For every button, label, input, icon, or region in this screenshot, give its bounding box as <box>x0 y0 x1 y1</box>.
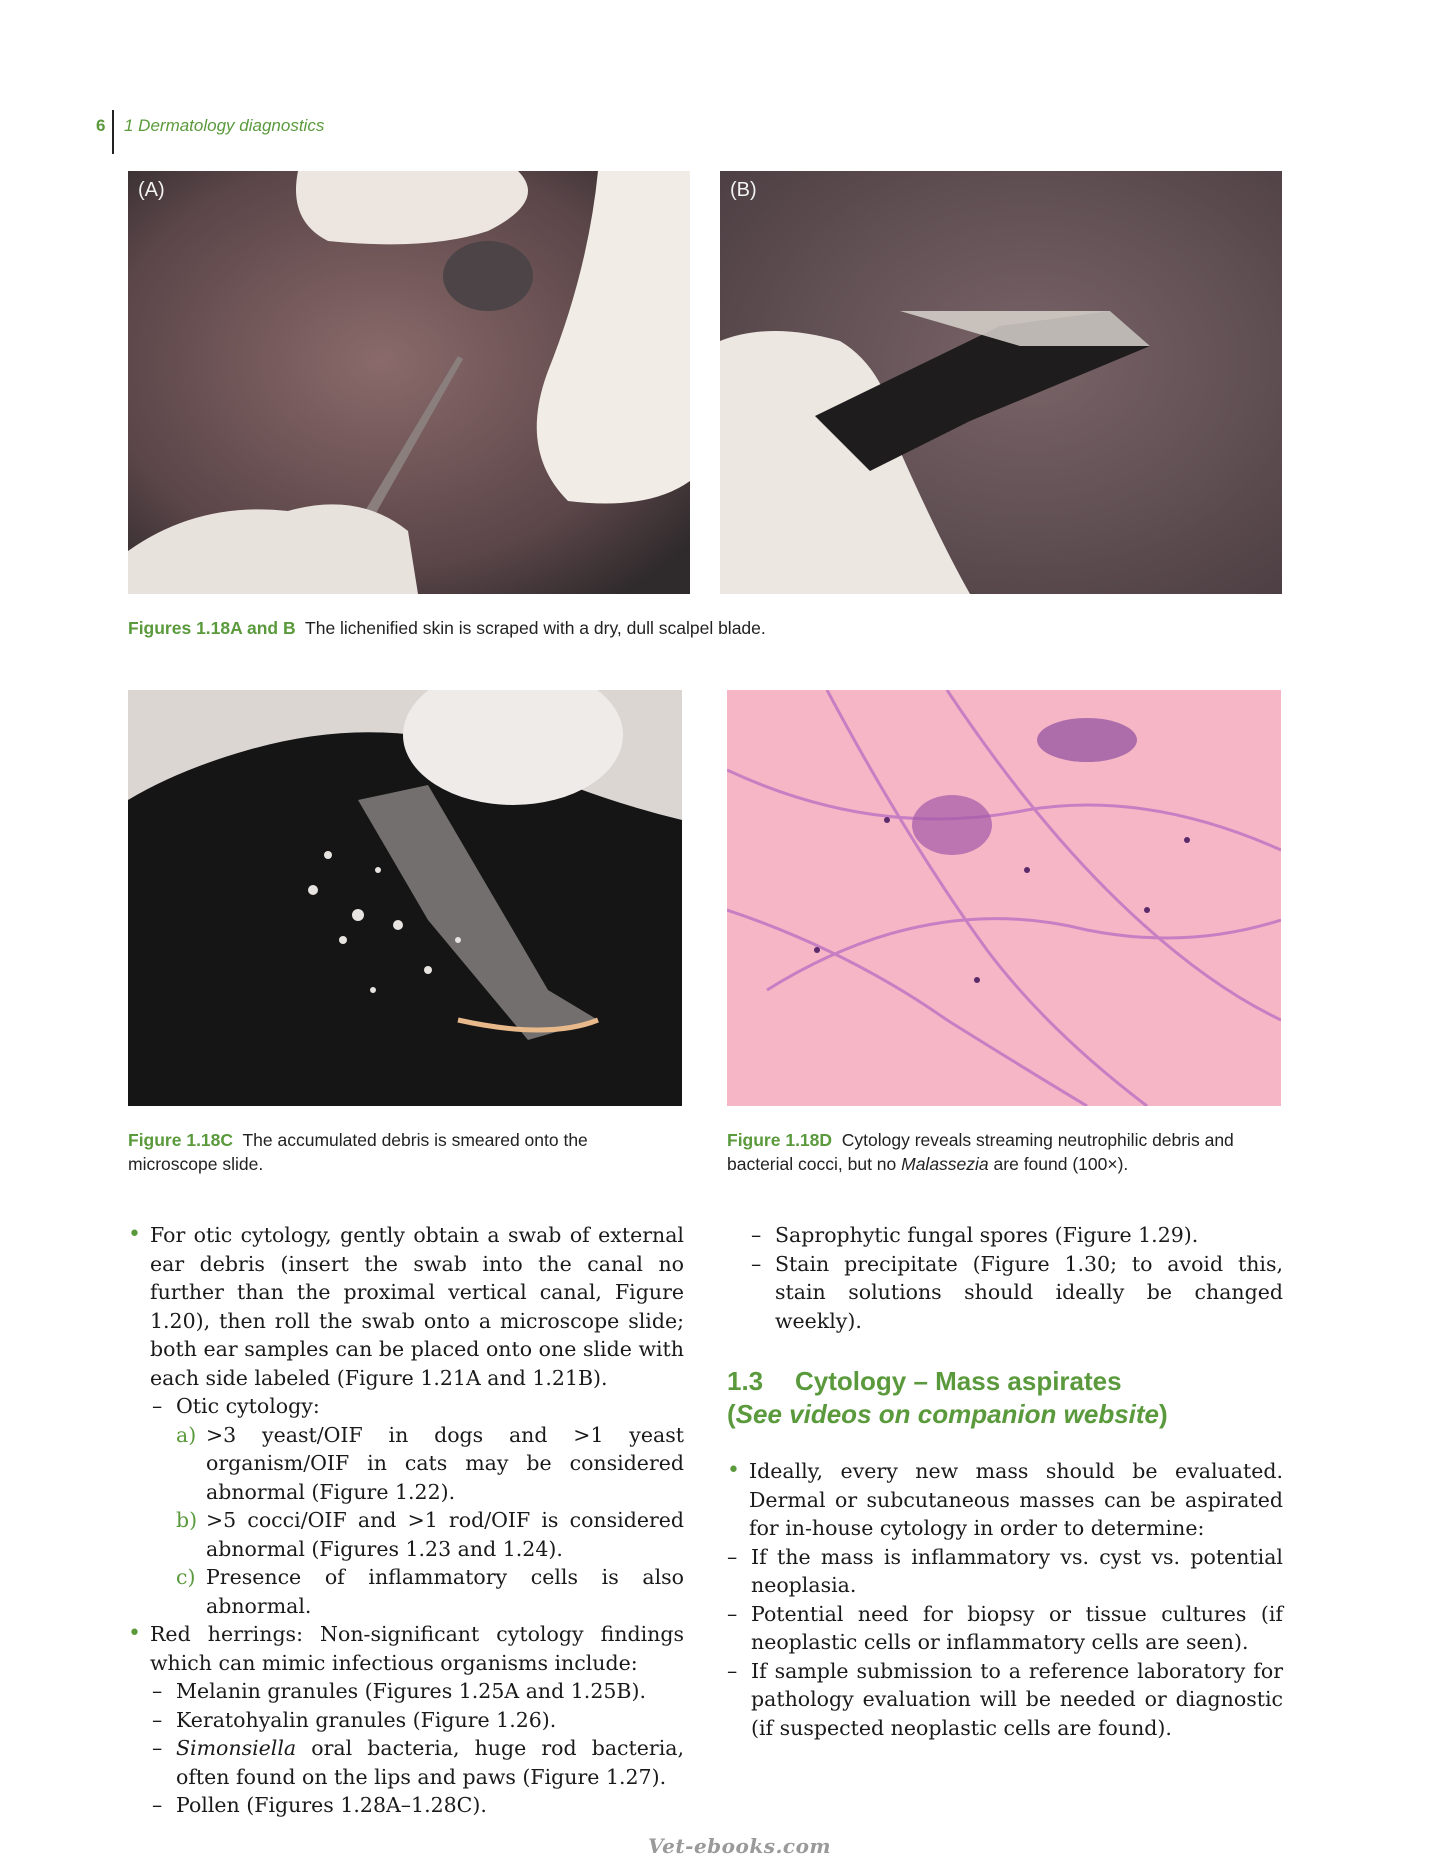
figure-caption-c <box>128 1128 678 1176</box>
dash-icon: – <box>152 1793 163 1817</box>
figure-caption-d <box>727 1128 1287 1176</box>
bullet-icon: • <box>128 1621 141 1646</box>
caption-text: The lichenified skin is scraped with a dry, dull scalpel blade. <box>305 618 766 638</box>
caption-text-end: are found (100×). <box>988 1154 1129 1174</box>
caption-label: Figures 1.18A and B <box>128 618 296 638</box>
list-item: – Simonsiella oral bacteria, huge rod bacteria, often found on the lips and paws (Figure 1.27). <box>152 1736 684 1789</box>
section-number: 1.3 <box>727 1366 764 1396</box>
list-item: – Keratohyalin granules (Figure 1.26). <box>128 1706 684 1735</box>
dash-icon: – <box>152 1707 163 1732</box>
section-subtitle: (See videos on companion website) <box>727 1399 1168 1429</box>
figure-1-18d-photo <box>727 690 1281 1106</box>
list-item: – Pollen (Figures 1.28A–1.28C). <box>128 1791 684 1820</box>
dash-icon: – <box>727 1544 738 1569</box>
list-item: • Red herrings: Non-significant cytology findings which can mimic infectious organisms include: <box>128 1621 684 1675</box>
watermark: Vet-ebooks.com <box>648 1834 832 1858</box>
panel-label-b: (B) <box>730 179 757 201</box>
list-item: – Potential need for biopsy or tissue cultures (if neoplastic cells or inflammatory cells are seen). <box>727 1601 1283 1654</box>
caption-text: The accumulated debris is smeared onto the microscope slide. <box>128 1130 588 1174</box>
caption-label: Figure 1.18D <box>727 1130 833 1150</box>
caption-italic: Malassezia <box>901 1154 989 1174</box>
bullet-icon: • <box>128 1222 141 1247</box>
page-number: 6 <box>96 116 106 135</box>
dash-icon: – <box>152 1736 163 1760</box>
figure-1-18c-photo <box>128 690 682 1106</box>
figure-1-18b-photo <box>720 171 1282 594</box>
caption-text: Cytology reveals streaming neutrophilic debris and bacterial cocci, but no <box>727 1130 1234 1174</box>
dash-icon: – <box>751 1223 762 1247</box>
list-item: – Stain precipitate (Figure 1.30; to avoid this, stain solutions should ideally be changed weekly). <box>751 1251 1283 1333</box>
list-item: a) >3 yeast/OIF in dogs and >1 yeast organism/OIF in cats may be considered abnormal (Figure 1.22). <box>176 1422 684 1504</box>
left-column <box>128 1221 684 1820</box>
list-item: • For otic cytology, gently obtain a swab of external ear debris (insert the swab into the canal no further than the proximal vertical canal, Figure 1.20), then roll the swab onto a microscope slide; both ear samples can be placed onto one slide with each side labeled (Figure 1.21A and 1.21B). <box>128 1222 684 1390</box>
list-item: – Melanin granules (Figures 1.25A and 1.25B). <box>128 1677 684 1706</box>
dash-icon: – <box>727 1601 738 1626</box>
panel-label-a: (A) <box>138 179 165 201</box>
list-item: – Otic cytology: <box>128 1392 684 1421</box>
bullet-icon: • <box>727 1458 740 1483</box>
right-column <box>727 1221 1283 1742</box>
section-heading <box>727 1365 1283 1431</box>
caption-label: Figure 1.18C <box>128 1130 234 1150</box>
list-item: – If sample submission to a reference laboratory for pathology evaluation will be needed or diagnostic (if suspected neoplastic cells are found). <box>727 1658 1283 1740</box>
figure-caption-ab <box>128 616 1278 640</box>
list-item: – If the mass is inflammatory vs. cyst vs. potential neoplasia. <box>727 1544 1283 1597</box>
list-item: • Ideally, every new mass should be evaluated. Dermal or subcutaneous masses can be aspirated for in-house cytology in order to determine: <box>727 1458 1283 1540</box>
dash-icon: – <box>152 1679 163 1703</box>
list-item: – Saprophytic fungal spores (Figure 1.29). <box>727 1221 1283 1250</box>
figure-1-18a-photo <box>128 171 690 594</box>
running-head: 1 Dermatology diagnostics <box>124 116 325 135</box>
list-item: c) Presence of inflammatory cells is also abnormal. <box>176 1565 684 1618</box>
list-item: b) >5 cocci/OIF and >1 rod/OIF is considered abnormal (Figures 1.23 and 1.24). <box>176 1508 684 1561</box>
dash-icon: – <box>727 1658 738 1683</box>
section-title: Cytology – Mass aspirates <box>795 1366 1122 1396</box>
dash-icon: – <box>751 1251 762 1276</box>
dash-icon: – <box>152 1394 163 1418</box>
header-rule <box>112 110 114 154</box>
